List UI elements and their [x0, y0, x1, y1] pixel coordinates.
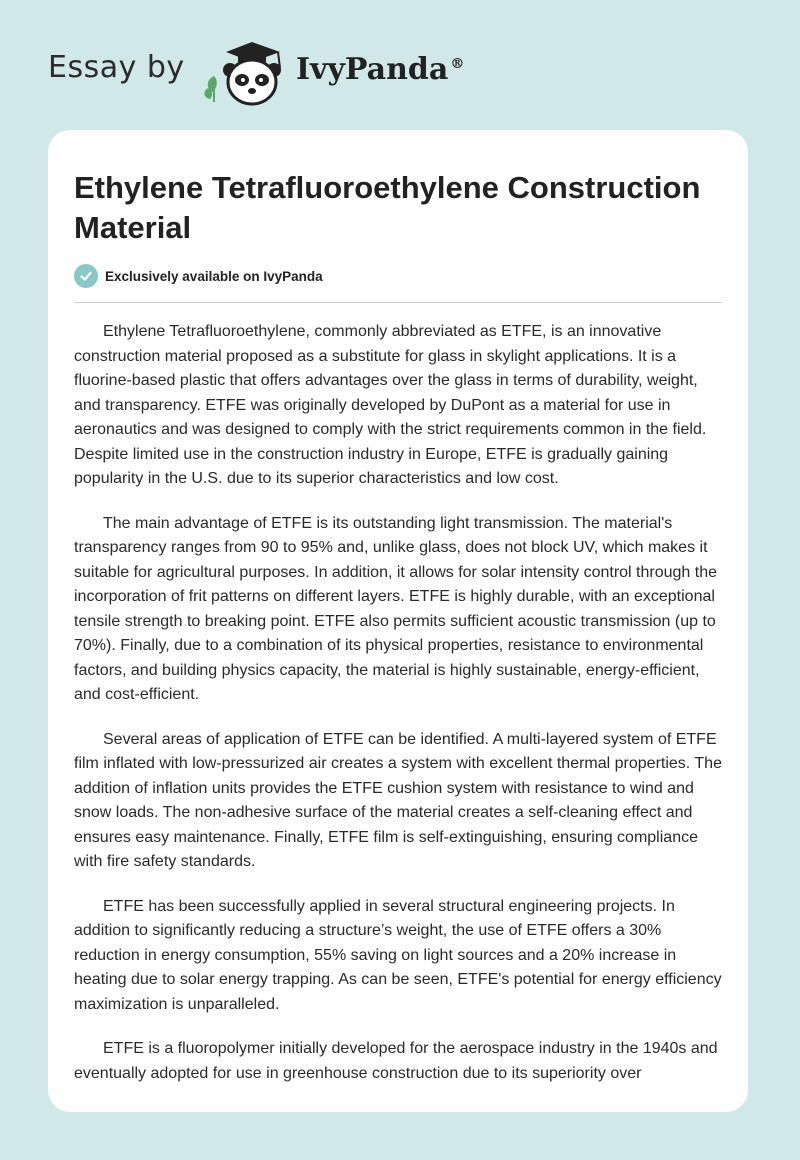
divider	[74, 302, 722, 303]
check-icon	[74, 264, 98, 288]
panda-graduate-icon[interactable]	[202, 36, 292, 108]
paragraph: ETFE has been successfully applied in several structural engineering projects. In addition to significantly reducing a structure’s weight, the use of ETFE offers a 30% reduction in energy consumption, 55% saving on light sources and a 20% increase in heating due to solar energy trapping. As can be seen, ETFE's potential for energy efficiency maximization is unparalleled.	[74, 897, 722, 1013]
essay-card	[48, 130, 748, 1112]
paragraph: Ethylene Tetrafluoroethylene, commonly abbreviated as ETFE, is an innovative construction material proposed as a substitute for glass in skylight applications. It is a fluorine-based plastic that offers advantages over the glass in terms of durability, weight, and transparency. ETFE was originally developed by DuPont as a material for use in aeronautics and was designed to comply with the strict requirements common in the field. Despite limited use in the construction industry in Europe, ETFE is gradually gaining popularity in the U.S. due to its superior characteristics and low cost.	[74, 323, 707, 487]
paragraph: ETFE is a fluoropolymer initially developed for the aerospace industry in the 1940s and eventually adopted for use in greenhouse construction due to its superiority over	[74, 1040, 718, 1082]
exclusive-badge-text: Exclusively available on IvyPanda	[105, 268, 323, 284]
essay-by-label: Essay by	[48, 50, 185, 85]
paragraph: Several areas of application of ETFE can be identified. A multi-layered system of ETFE film inflated with low-pressurized air creates a system with excellent thermal properties. The addition of inflation units provides the ETFE cushion system with resistance to wind and snow loads. The non-adhesive surface of the material creates a self-cleaning effect and ensures easy maintenance. Finally, ETFE film is self-extinguishing, ensuring compliance with fire safety standards.	[74, 730, 722, 870]
essay-body	[74, 320, 726, 1106]
site-header	[0, 0, 800, 130]
page-title: Ethylene Tetrafluoroethylene Construction Material	[74, 170, 701, 245]
paragraph: The main advantage of ETFE is its outstanding light transmission. The material's transparency ranges from 90 to 95% and, unlike glass, does not block UV, which makes it suitable for agricultural purposes. In addition, it allows for solar intensity control through the incorporation of frit patterns on different layers. ETFE is highly durable, with an exceptional tensile strength to breaking point. ETFE also permits sufficient acoustic transmission (up to 70%). Finally, due to a combination of its physical properties, resistance to environmental factors, and building physics capacity, the material is highly sustainable, energy-efficient, and cost-efficient.	[74, 514, 718, 703]
exclusive-badge	[74, 264, 323, 288]
brand-logo-text[interactable]: IvyPanda ®	[296, 52, 465, 87]
